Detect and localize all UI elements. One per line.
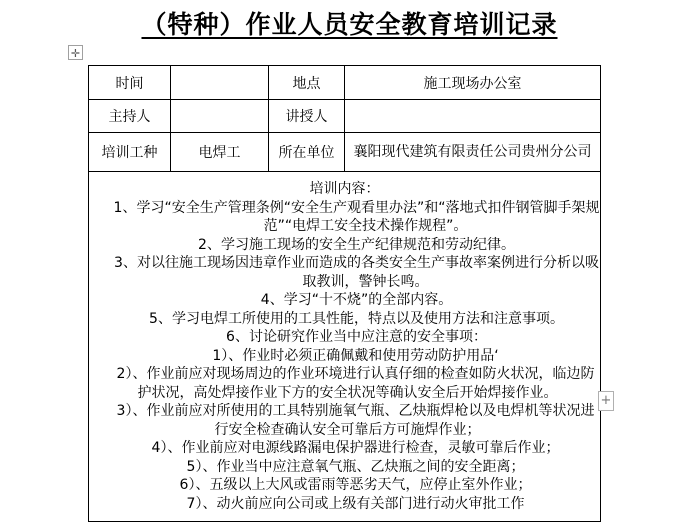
content-item: 2、学习施工现场的安全生产纪律规范和劳动纪律。: [198, 236, 515, 253]
trade-label: 培训工种: [89, 133, 171, 172]
training-content-cell[interactable]: [89, 172, 601, 522]
training-record-table: [88, 65, 601, 522]
content-item: 5、学习电焊工所使用的工具性能，特点以及使用方法和注意事项。: [149, 310, 564, 327]
content-subitem: 3）、作业前应对所使用的工具特别施氧气瓶、乙炔瓶焊枪以及电焊机等状况进行安全检查确认安全可靠后方可施焊作业；: [116, 403, 595, 438]
plus-icon[interactable]: +: [598, 391, 614, 411]
location-label: 地点: [269, 66, 345, 100]
host-value[interactable]: [171, 100, 269, 133]
content-subitem: 6）、五级以上大风或雷雨等恶劣天气，应停止室外作业；: [179, 477, 532, 494]
content-item: 1、学习“安全生产管理条例“安全生产观看里办法”和“落地式扣件钢管脚手架规范”“电焊工安全技术操作规程”。: [113, 199, 600, 235]
content-item: 3、对以往施工现场因违章作业而造成的各类安全生产事故率案例进行分析以吸取教训，警钟长鸣。: [114, 255, 599, 290]
content-subitem: 4）、作业前应对电源线路漏电保护器进行检查，灵敏可靠后作业；: [151, 440, 560, 457]
content-heading: 培训内容：: [309, 180, 380, 197]
unit-label: 所在单位: [269, 133, 345, 172]
lecturer-label: 讲授人: [269, 100, 345, 133]
host-label: 主持人: [89, 100, 171, 133]
content-subitem: 7）、动火前应向公司或上级有关部门进行动火审批工作: [186, 495, 525, 512]
content-item: 4、学习“十不烧”的全部内容。: [260, 292, 453, 309]
lecturer-value[interactable]: [345, 100, 601, 133]
time-label: 时间: [89, 66, 171, 100]
content-subitem: 1）、作业时必须正确佩戴和使用劳动防护用品‘: [212, 347, 499, 364]
table-move-icon[interactable]: ✛: [68, 45, 83, 60]
content-subitem: 2）、作业前应对现场周边的作业环境进行认真仔细的检查如防火状况，临边防护状况，高处焊接作业下方的安全状况等确认安全后开始焊接作业。: [116, 366, 595, 401]
content-item: 6、讨论研究作业当中应注意的安全事项：: [226, 329, 487, 346]
unit-value[interactable]: 襄阳现代建筑有限责任公司贵州分公司: [345, 133, 601, 172]
content-subitem: 5）、作业当中应注意氧气瓶、乙炔瓶之间的安全距离；: [186, 458, 525, 475]
time-value[interactable]: [171, 66, 269, 100]
document-title: （特种）作业人员安全教育培训记录: [141, 10, 558, 39]
trade-value[interactable]: 电焊工: [171, 133, 269, 172]
location-value[interactable]: 施工现场办公室: [345, 66, 601, 100]
